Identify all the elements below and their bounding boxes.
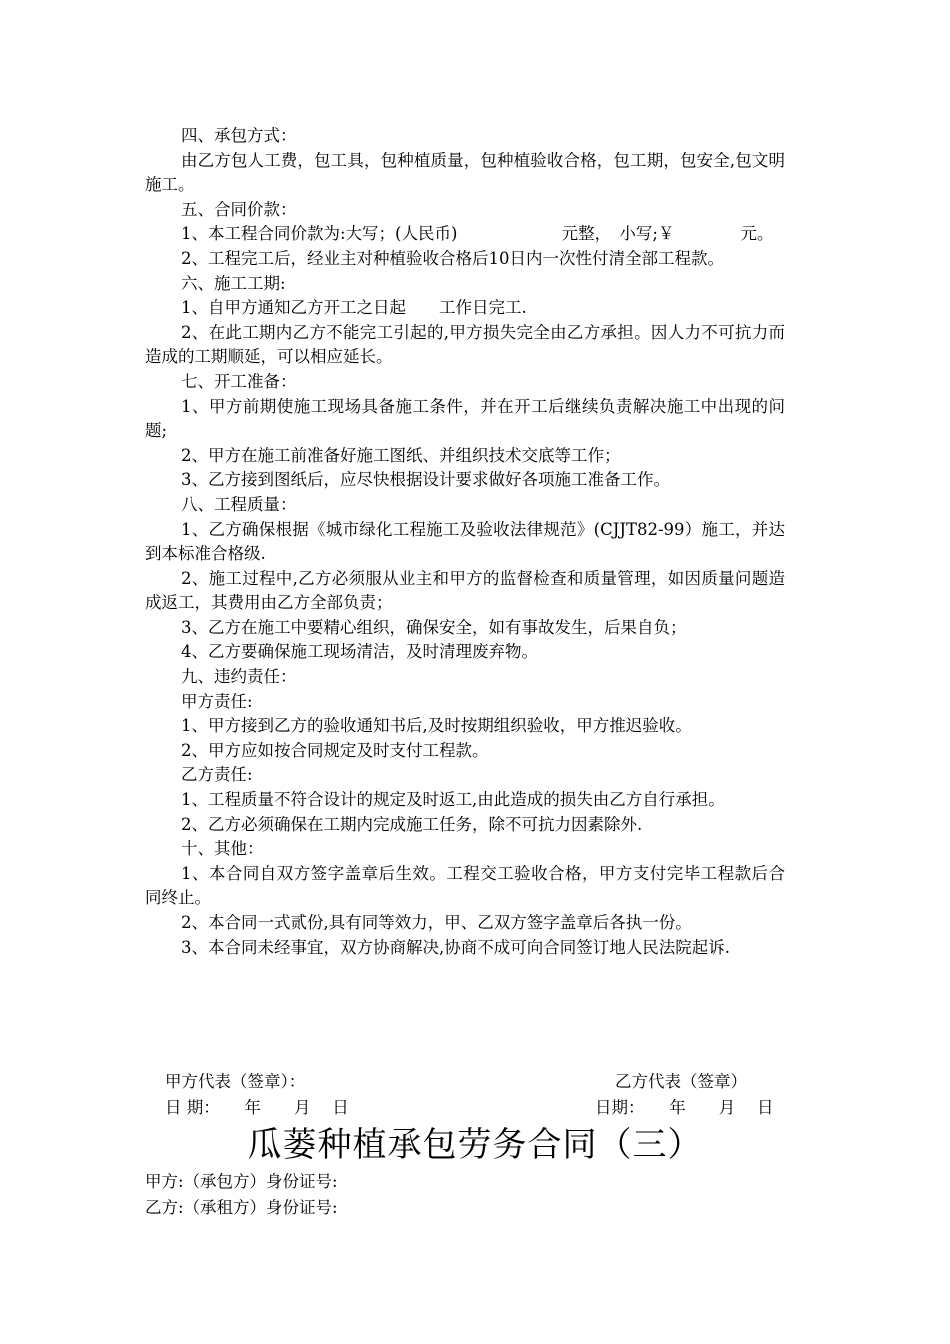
- party-a-representative: 甲方代表（签章）：: [165, 1072, 306, 1091]
- party-a-id-line: 甲方:（承包方）身份证号:: [145, 1172, 338, 1191]
- clause-paragraph: 3、乙方在施工中要精心组织，确保安全，如有事故发生，后果自负；: [181, 617, 687, 637]
- clause-paragraph: 1、甲方接到乙方的验收通知书后,及时按期组织验收，甲方推迟验收。: [181, 716, 692, 736]
- signature-rep-row: [145, 1070, 785, 1094]
- section-heading: 八、工程质量：: [181, 494, 297, 514]
- party-b-date: 日期： 年 月 日: [595, 1098, 774, 1117]
- clause-paragraph: 2、施工过程中,乙方必须服从业主和甲方的监督检查和质量管理，如因质量问题造成返工，其费用由乙方全部负责；: [145, 568, 785, 613]
- section-heading: 乙方责任:: [181, 765, 253, 785]
- section-heading: 六、施工工期:: [181, 273, 286, 293]
- section-heading: 十、其他：: [181, 839, 264, 859]
- clause-paragraph: 1、本合同自双方签字盖章后生效。工程交工验收合格，甲方支付完毕工程款后合同终止。: [145, 863, 785, 908]
- party-b-id-line: 乙方:（承租方）身份证号:: [145, 1198, 338, 1217]
- clause-paragraph: 3、乙方接到图纸后，应尽快根据设计要求做好各项施工准备工作。: [181, 470, 670, 490]
- section-heading: 九、违约责任：: [181, 667, 297, 687]
- clause-paragraph: 由乙方包人工费，包工具，包种植质量，包种植验收合格，包工期，包安全,包文明施工。: [145, 150, 785, 195]
- clause-paragraph: 2、乙方必须确保在工期内完成施工任务，除不可抗力因素除外.: [181, 814, 643, 834]
- clause-paragraph: 2、甲方在施工前准备好施工图纸、并组织技术交底等工作；: [181, 445, 621, 465]
- clause-paragraph: 4、乙方要确保施工现场清洁，及时清理废弃物。: [181, 642, 538, 662]
- party-b-representative: 乙方代表（签章）: [615, 1072, 747, 1091]
- party-a-date: 日 期： 年 月 日: [165, 1098, 349, 1117]
- clause-paragraph: 1、工程质量不符合设计的规定及时返工,由此造成的损失由乙方自行承担。: [181, 790, 725, 810]
- section-heading: 四、承包方式：: [181, 126, 297, 145]
- section-heading: 甲方责任:: [181, 691, 253, 711]
- contract-body: [145, 124, 785, 960]
- clause-paragraph: 1、自甲方通知乙方开工之日起 工作日完工.: [181, 298, 527, 318]
- section-heading: 七、开工准备：: [181, 371, 297, 391]
- clause-paragraph: 1、甲方前期使施工现场具备施工条件，并在开工后继续负责解决施工中出现的问题;: [145, 396, 785, 441]
- clause-paragraph: 3、本合同未经事宜，双方协商解决,协商不成可向合同签订地人民法院起诉.: [181, 937, 730, 957]
- clause-paragraph: 2、在此工期内乙方不能完工引起的,甲方损失完全由乙方承担。因人力不可抗力而造成的工期顺延，可以相应延长。: [145, 322, 785, 367]
- clause-paragraph: 2、工程完工后，经业主对种植验收合格后10日内一次性付清全部工程款。: [181, 248, 724, 268]
- next-contract-title: 瓜蒌种植承包劳务合同（三）: [247, 1125, 703, 1165]
- clause-paragraph: 1、乙方确保根据《城市绿化工程施工及验收法律规范》(CJJT82-99）施工，并达到本标准合格级.: [145, 519, 785, 564]
- signature-date-row: [145, 1096, 785, 1120]
- clause-paragraph: 2、甲方应如按合同规定及时支付工程款。: [181, 740, 489, 760]
- section-heading: 五、合同价款：: [181, 199, 297, 219]
- clause-paragraph: 1、本工程合同价款为:大写；(人民币) 元整， 小写;￥ 元。: [181, 224, 774, 244]
- clause-paragraph: 2、本合同一式贰份,具有同等效力，甲、乙双方签字盖章后各执一份。: [181, 913, 692, 932]
